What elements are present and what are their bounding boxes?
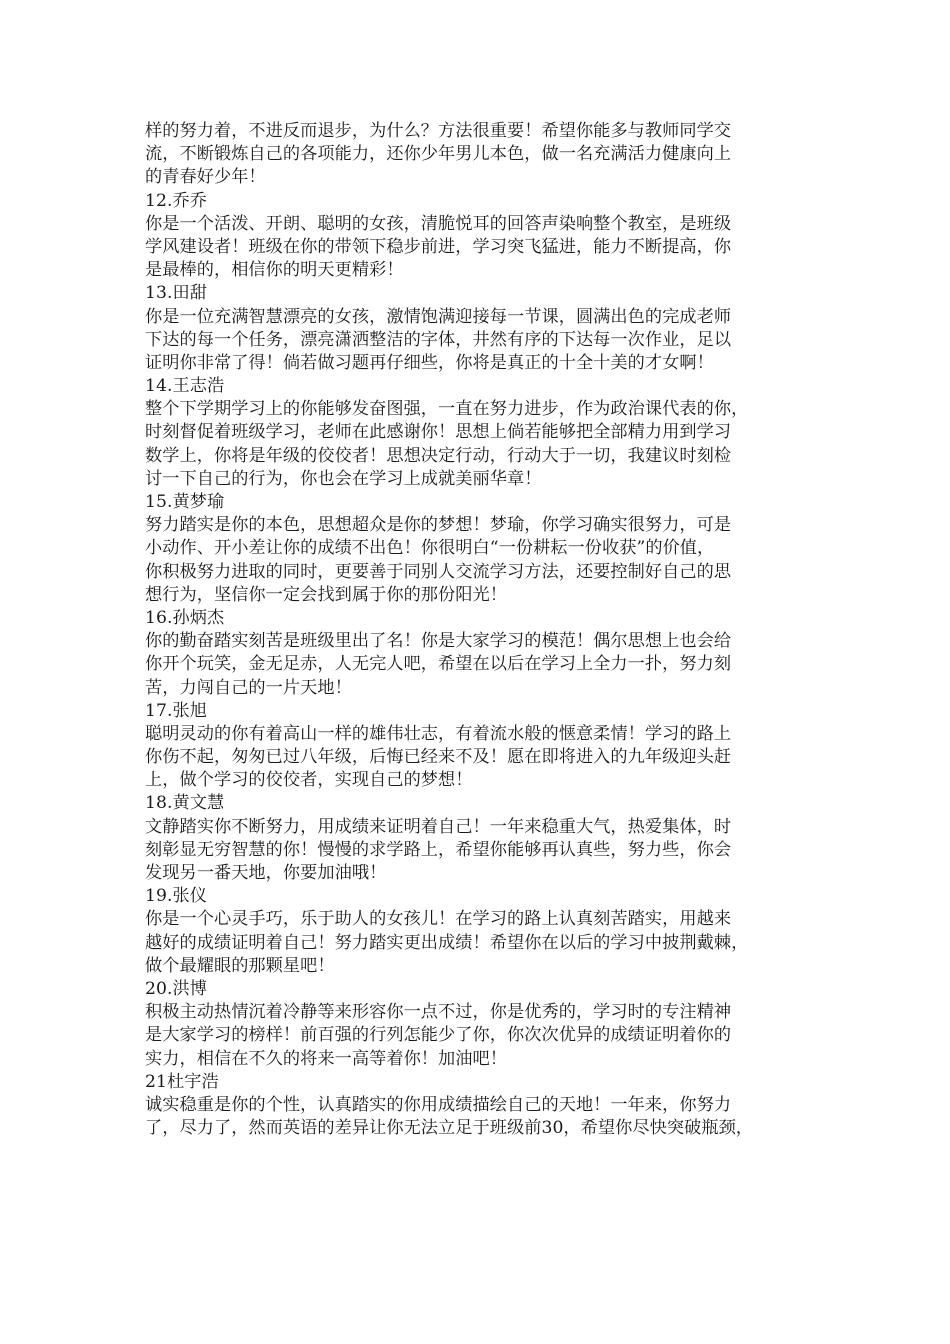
paragraph-line: 积极主动热情沉着冷静等来形容你一点不过，你是优秀的，学习时的专注精神	[145, 1002, 732, 1023]
paragraph-line: 你开个玩笑，金无足赤，人无完人吧，希望在以后在学习上全力一扑，努力刻	[145, 654, 732, 675]
paragraph-line: 实力，相信在不久的将来一高等着你！加油吧！	[145, 1048, 507, 1069]
student-comment-20	[145, 978, 810, 1071]
student-comment-14	[145, 375, 810, 491]
student-comment-19	[145, 885, 810, 978]
paragraph-line: 时刻督促着班级学习，老师在此感谢你！思想上倘若能够把全部精力用到学习	[145, 422, 732, 443]
paragraph-line: 整个下学期学习上的你能够发奋图强，一直在努力进步，作为政治课代表的你，	[145, 399, 749, 420]
student-comment-21	[145, 1071, 810, 1141]
paragraph-line: 小动作、开小差让你的成绩不出色！你很明白“一份耕耘一份收获”的价值，	[145, 538, 715, 559]
paragraph-line: 你的勤奋踏实刻苦是班级里出了名！你是大家学习的模范！偶尔思想上也会给	[145, 631, 732, 652]
paragraph-line: 是大家学习的榜样！前百强的行列怎能少了你，你次次优异的成绩证明着你的	[145, 1025, 732, 1046]
paragraph-line: 的青春好少年！	[145, 167, 266, 188]
student-comment-15	[145, 491, 810, 607]
paragraph-line: 是最棒的，相信你的明天更精彩！	[145, 260, 404, 281]
paragraph-line: 流，不断锻炼自己的各项能力，还你少年男儿本色，做一名充满活力健康向上	[145, 144, 732, 165]
paragraph-line: 上，做个学习的佼佼者，实现自己的梦想！	[145, 770, 473, 791]
paragraph-line: 你是一个心灵手巧，乐于助人的女孩儿！在学习的路上认真刻苦踏实，用越来	[145, 909, 732, 930]
paragraph-line: 聪明灵动的你有着高山一样的雄伟壮志，有着流水般的惬意柔情！学习的路上	[145, 723, 732, 744]
student-heading: 13.田甜	[145, 283, 207, 304]
student-heading: 21杜宇浩	[145, 1071, 219, 1092]
paragraph-line: 苦，力闯自己的一片天地！	[145, 677, 352, 698]
student-heading: 12.乔乔	[145, 190, 207, 211]
paragraph-line: 你积极努力进取的同时，更要善于同别人交流学习方法，还要控制好自己的思	[145, 561, 732, 582]
student-heading: 19.张仪	[145, 886, 207, 907]
paragraph-line: 学风建设者！班级在你的带领下稳步前进，学习突飞猛进，能力不断提高，你	[145, 236, 732, 257]
student-comment-12	[145, 190, 810, 283]
paragraph-line: 你是一个活泼、开朗、聪明的女孩，清脆悦耳的回答声染响整个教室，是班级	[145, 213, 732, 234]
paragraph-line: 你是一位充满智慧漂亮的女孩，激情饱满迎接每一节课，圆满出色的完成老师	[145, 306, 732, 327]
paragraph-line: 讨一下自己的行为，你也会在学习上成就美丽华章！	[145, 468, 542, 489]
paragraph-line: 数学上，你将是年级的佼佼者！思想决定行动，行动大于一切，我建议时刻检	[145, 445, 732, 466]
paragraph-line: 努力踏实是你的本色，思想超众是你的梦想！梦瑜，你学习确实很努力，可是	[145, 515, 732, 536]
paragraph-line: 想行为，坚信你一定会找到属于你的那份阳光！	[145, 584, 507, 605]
student-comment-17	[145, 700, 810, 793]
paragraph-line: 做个最耀眼的那颗星吧！	[145, 955, 335, 976]
paragraph-line: 你伤不起，匆匆已过八年级，后悔已经来不及！愿在即将进入的九年级迎头赶	[145, 747, 732, 768]
paragraph-line: 下达的每一个任务，漂亮潇洒整洁的字体，井然有序的下达每一次作业，足以	[145, 329, 732, 350]
paragraph-line: 发现另一番天地，你要加油哦！	[145, 863, 387, 883]
student-heading: 14.王志浩	[145, 376, 225, 397]
paragraph-line: 了，尽力了，然而英语的差异让你无法立足于班级前30，希望你尽快突破瓶颈，	[145, 1118, 754, 1139]
paragraph-line: 证明你非常了得！倘若做习题再仔细些，你将是真正的十全十美的才女啊！	[145, 352, 714, 373]
student-heading: 17.张旭	[145, 700, 207, 721]
paragraph-line: 文静踏实你不断努力，用成绩来证明着自己！一年来稳重大气，热爱集体，时	[145, 816, 732, 837]
student-heading: 16.孙炳杰	[145, 607, 225, 628]
document-page	[145, 120, 810, 1140]
student-comment-18	[145, 792, 810, 885]
student-heading: 20.洪博	[145, 978, 207, 999]
paragraph-line: 刻彰显无穷智慧的你！慢慢的求学路上，希望你能够再认真些，努力些，你会	[145, 839, 732, 860]
paragraph-line: 越好的成绩证明着自己！努力踏实更出成绩！希望你在以后的学习中披荆戴棘，	[145, 932, 749, 953]
student-comment-16	[145, 607, 810, 700]
student-comment-13	[145, 282, 810, 375]
student-heading: 15.黄梦瑜	[145, 492, 225, 512]
paragraph-line: 样的努力着，不进反而退步，为什么？方法很重要！希望你能多与教师同学交	[145, 121, 732, 141]
intro-paragraph	[145, 120, 810, 190]
student-heading: 18.黄文慧	[145, 793, 225, 814]
paragraph-line: 诚实稳重是你的个性，认真踏实的你用成绩描绘自己的天地！一年来，你努力	[145, 1094, 732, 1115]
